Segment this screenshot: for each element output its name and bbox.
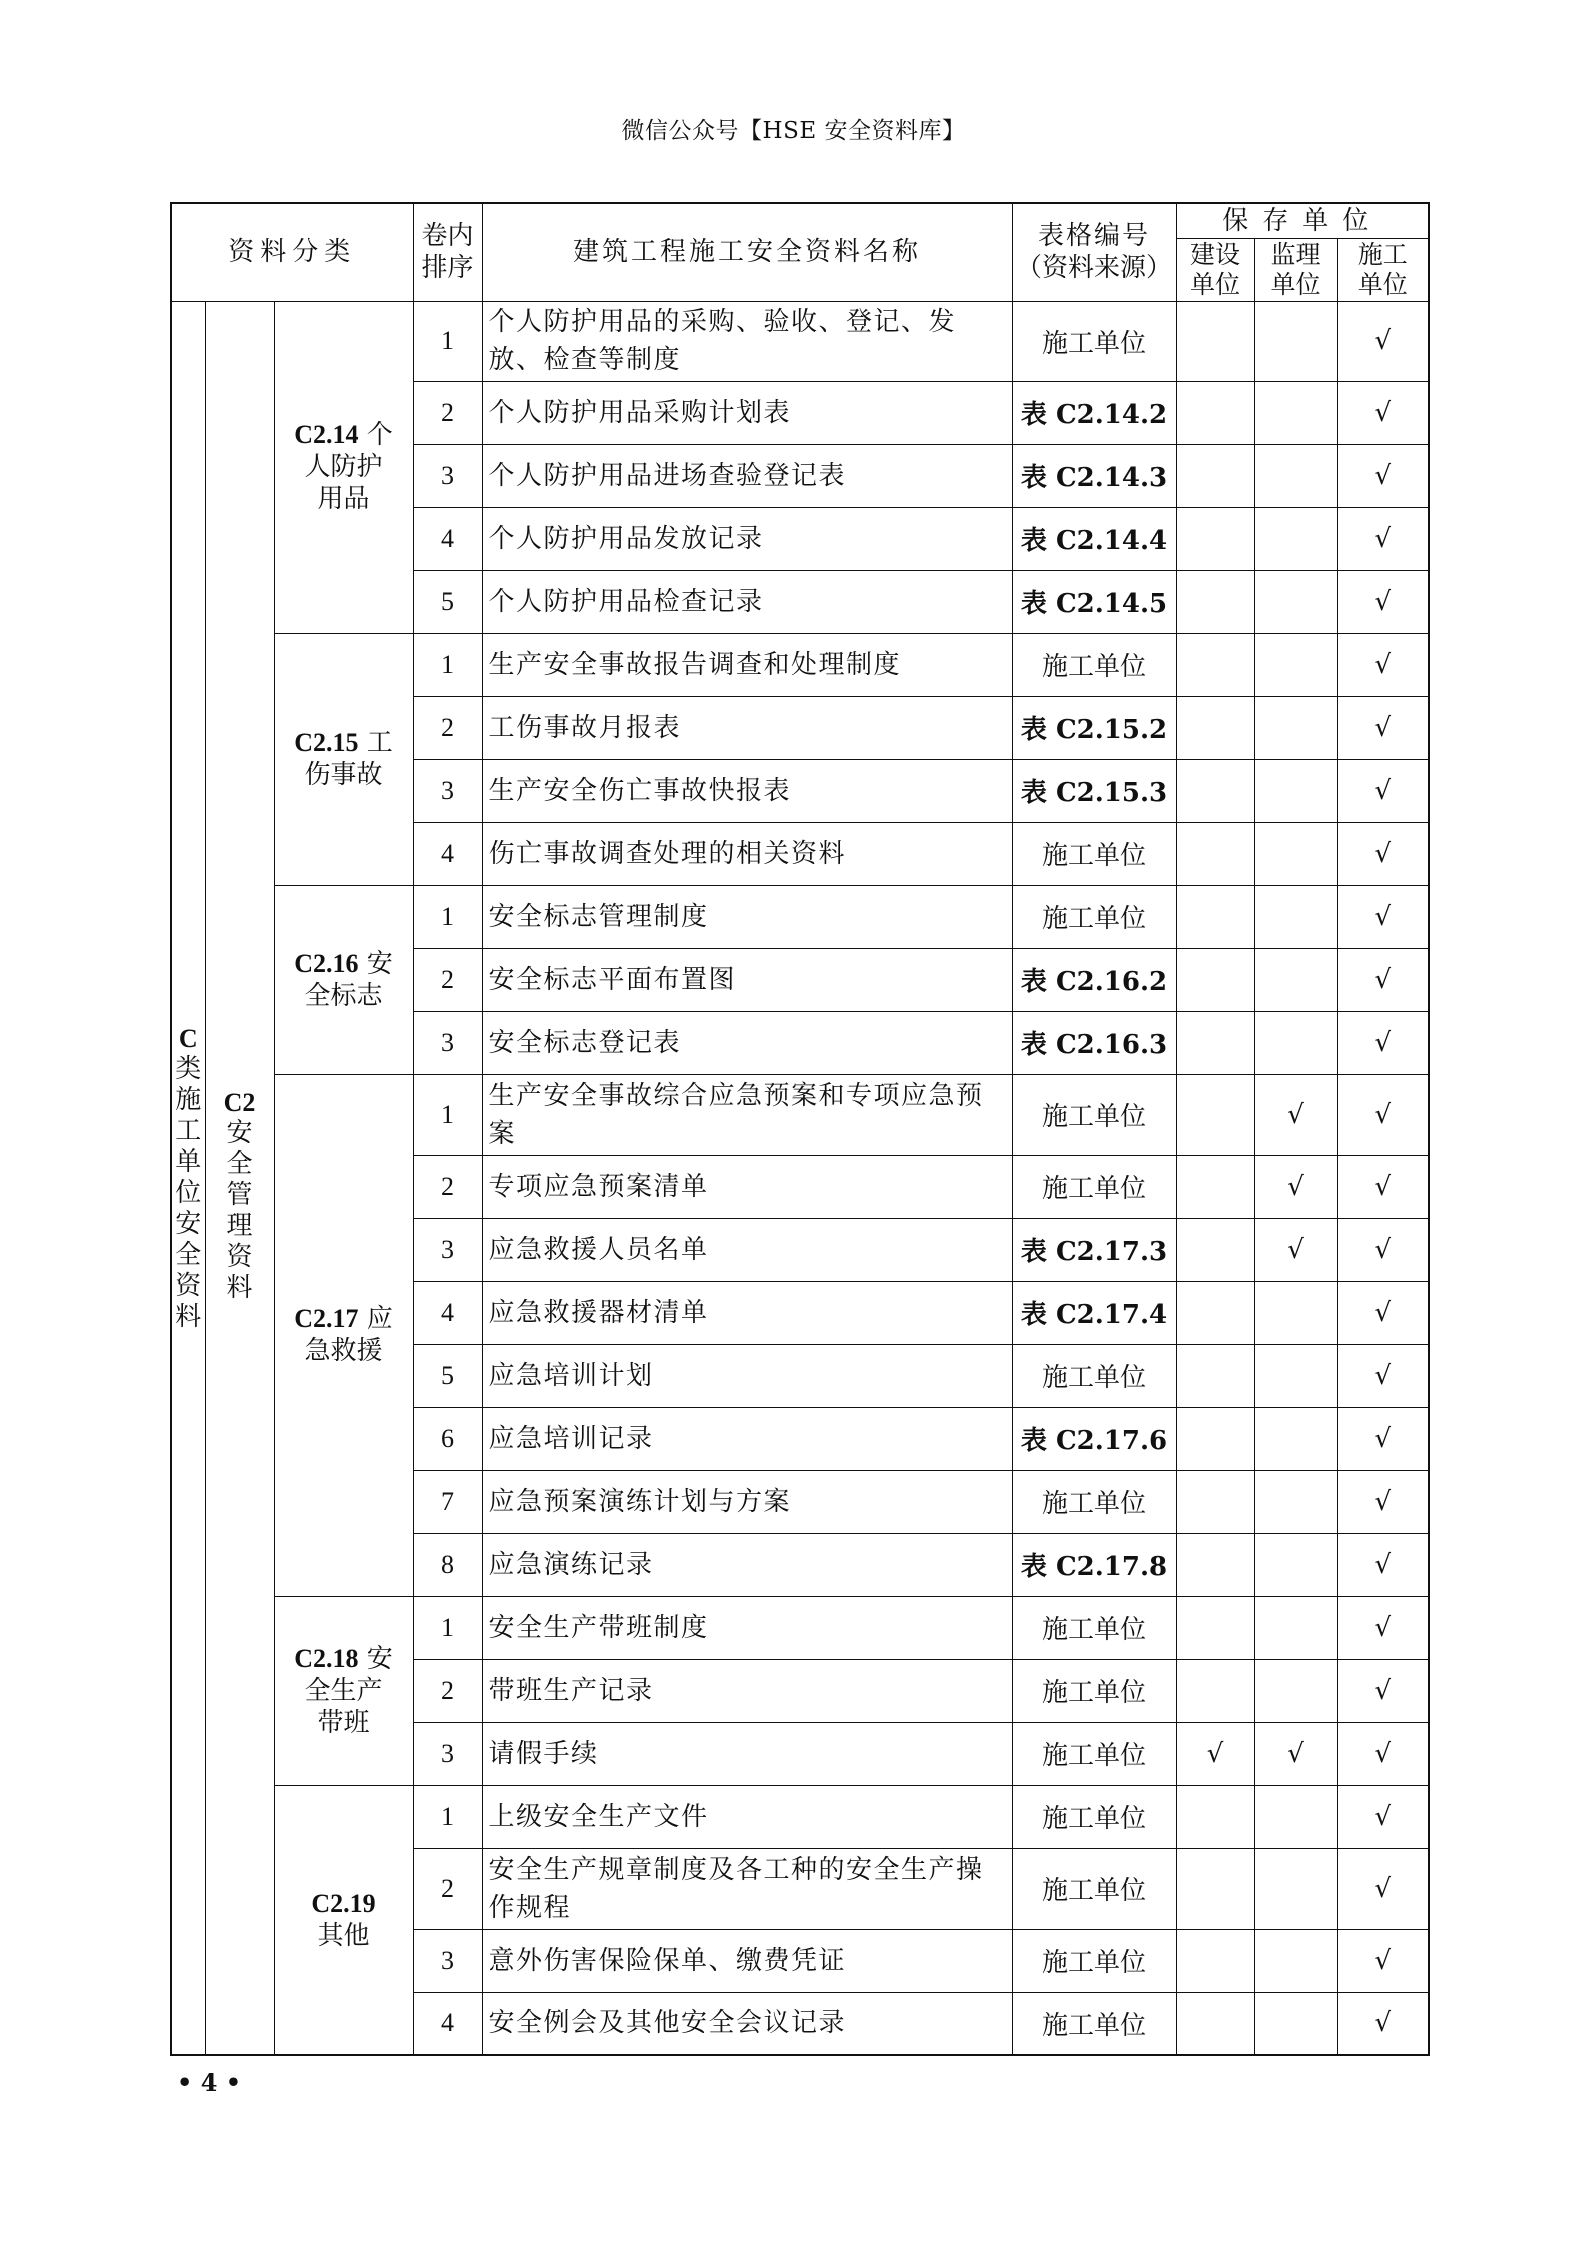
table-row [171, 1596, 1429, 1659]
document-name-cell: 工伤事故月报表 [482, 696, 1012, 759]
document-name-cell: 意外伤害保险保单、缴费凭证 [482, 1929, 1012, 1992]
header-unit-build-line2: 单位 [1189, 269, 1240, 299]
keep-build-unit-cell [1176, 1011, 1254, 1074]
header-unit-construction-line1: 施工 [1357, 239, 1408, 269]
keep-supervision-unit-cell: √ [1254, 1722, 1337, 1785]
keep-build-unit-cell [1176, 822, 1254, 885]
keep-construction-unit-cell: √ [1337, 885, 1429, 948]
outer-category-cell-char: 料 [175, 1301, 202, 1332]
keep-construction-unit-cell: √ [1337, 1011, 1429, 1074]
form-code-cell: 表 C2.14.3 [1012, 444, 1176, 507]
form-code-cell: 表 C2.16.3 [1012, 1011, 1176, 1074]
section-title-cell [274, 301, 413, 633]
keep-supervision-unit-cell [1254, 1785, 1337, 1848]
document-name-cell: 应急救援器材清单 [482, 1281, 1012, 1344]
document-name-cell: 请假手续 [482, 1722, 1012, 1785]
order-cell: 1 [413, 301, 482, 381]
outer-category-cell-char: 单 [175, 1146, 202, 1177]
keep-supervision-unit-cell [1254, 1659, 1337, 1722]
form-code-cell: 施工单位 [1012, 1929, 1176, 1992]
order-cell: 2 [413, 1659, 482, 1722]
outer-category-cell-char: 位 [175, 1177, 202, 1208]
form-code-cell: 施工单位 [1012, 1659, 1176, 1722]
keep-construction-unit-cell: √ [1337, 696, 1429, 759]
sub-category-cell-prefix: C2 [223, 1087, 256, 1117]
keep-build-unit-cell [1176, 1074, 1254, 1155]
keep-build-unit-cell [1176, 1344, 1254, 1407]
order-cell: 1 [413, 1074, 482, 1155]
document-name-cell: 应急救援人员名单 [482, 1218, 1012, 1281]
keep-build-unit-cell [1176, 1533, 1254, 1596]
section-code: C2.15 [294, 728, 359, 757]
safety-document-table [170, 202, 1430, 2056]
form-code-cell: 表 C2.14.2 [1012, 381, 1176, 444]
document-name-cell: 应急培训计划 [482, 1344, 1012, 1407]
header-code-line2: （资料来源） [1015, 253, 1172, 284]
document-name-cell: 安全标志登记表 [482, 1011, 1012, 1074]
keep-construction-unit-cell: √ [1337, 381, 1429, 444]
order-cell: 1 [413, 1596, 482, 1659]
header-unit-build-line1: 建设 [1189, 239, 1240, 269]
section-title-cell [274, 633, 413, 885]
section-title-part1: 工 [358, 728, 393, 758]
keep-construction-unit-cell: √ [1337, 1722, 1429, 1785]
keep-supervision-unit-cell [1254, 696, 1337, 759]
keep-build-unit-cell [1176, 1929, 1254, 1992]
form-code-cell: 施工单位 [1012, 1155, 1176, 1218]
form-code-cell: 表 C2.15.2 [1012, 696, 1176, 759]
section-title-cell [274, 885, 413, 1074]
order-cell: 3 [413, 1929, 482, 1992]
keep-build-unit-cell [1176, 570, 1254, 633]
header-unit-construction [1337, 238, 1429, 301]
order-cell: 3 [413, 759, 482, 822]
outer-category-cell-char: 资 [175, 1270, 202, 1301]
form-code-cell: 表 C2.17.4 [1012, 1281, 1176, 1344]
outer-category-cell-char: 工 [175, 1115, 202, 1146]
order-cell: 4 [413, 1281, 482, 1344]
keep-supervision-unit-cell: √ [1254, 1155, 1337, 1218]
section-title-line2: 伤事故 [304, 760, 383, 790]
section-code: C2.18 [294, 1643, 359, 1673]
order-cell: 2 [413, 1155, 482, 1218]
order-cell: 3 [413, 1218, 482, 1281]
form-code-cell: 施工单位 [1012, 885, 1176, 948]
keep-construction-unit-cell: √ [1337, 507, 1429, 570]
keep-supervision-unit-cell [1254, 948, 1337, 1011]
section-title-cell [274, 1785, 413, 2055]
keep-build-unit-cell [1176, 885, 1254, 948]
document-name-cell: 应急培训记录 [482, 1407, 1012, 1470]
outer-category-cell-char: 类 [175, 1053, 202, 1084]
keep-supervision-unit-cell [1254, 381, 1337, 444]
order-cell: 3 [413, 1722, 482, 1785]
section-code: C2.19 [311, 1888, 376, 1918]
section-title-line2: 急救援 [304, 1336, 383, 1366]
keep-supervision-unit-cell [1254, 507, 1337, 570]
table-body [171, 301, 1429, 2055]
keep-construction-unit-cell: √ [1337, 1407, 1429, 1470]
document-name-cell: 应急演练记录 [482, 1533, 1012, 1596]
keep-construction-unit-cell: √ [1337, 301, 1429, 381]
table-row [171, 633, 1429, 696]
section-code: C2.16 [294, 948, 359, 978]
outer-category-cell-char: 全 [175, 1239, 202, 1270]
section-title-line2: 其他 [317, 1920, 370, 1951]
keep-construction-unit-cell: √ [1337, 1659, 1429, 1722]
header-unit-supervision-line2: 单位 [1270, 269, 1321, 299]
document-name-cell: 个人防护用品发放记录 [482, 507, 1012, 570]
document-name-cell: 应急预案演练计划与方案 [482, 1470, 1012, 1533]
outer-category-cell-prefix: C [178, 1023, 198, 1053]
keep-construction-unit-cell: √ [1337, 1470, 1429, 1533]
keep-build-unit-cell [1176, 1407, 1254, 1470]
keep-build-unit-cell [1176, 1470, 1254, 1533]
keep-build-unit-cell [1176, 1596, 1254, 1659]
table-row [171, 301, 1429, 381]
form-code-cell: 施工单位 [1012, 822, 1176, 885]
order-cell: 5 [413, 570, 482, 633]
header-order-line1: 卷内 [421, 221, 474, 252]
keep-supervision-unit-cell [1254, 1929, 1337, 1992]
keep-construction-unit-cell: √ [1337, 1155, 1429, 1218]
keep-construction-unit-cell: √ [1337, 1992, 1429, 2055]
sub-category-cell-char: 安 [226, 1117, 253, 1148]
form-code-cell: 表 C2.16.2 [1012, 948, 1176, 1011]
keep-build-unit-cell [1176, 507, 1254, 570]
keep-build-unit-cell [1176, 1155, 1254, 1218]
section-title-line2: 全生产 [304, 1675, 383, 1706]
header-unit-build [1176, 238, 1254, 301]
order-cell: 3 [413, 1011, 482, 1074]
form-code-cell: 施工单位 [1012, 1848, 1176, 1929]
section-title-part1: 安 [358, 948, 393, 979]
keep-build-unit-cell [1176, 633, 1254, 696]
section-title-line2: 全标志 [304, 980, 383, 1011]
keep-supervision-unit-cell [1254, 1848, 1337, 1929]
form-code-cell: 施工单位 [1012, 1992, 1176, 2055]
document-name-cell: 安全生产规章制度及各工种的安全生产操作规程 [482, 1848, 1012, 1929]
keep-supervision-unit-cell [1254, 570, 1337, 633]
section-title-part1: 应 [358, 1304, 393, 1334]
section-title-line1 [275, 948, 413, 980]
table-row [171, 1785, 1429, 1848]
form-code-cell: 施工单位 [1012, 1722, 1176, 1785]
keep-construction-unit-cell: √ [1337, 1929, 1429, 1992]
keep-construction-unit-cell: √ [1337, 1533, 1429, 1596]
keep-supervision-unit-cell: √ [1254, 1074, 1337, 1155]
form-code-cell: 表 C2.14.4 [1012, 507, 1176, 570]
keep-build-unit-cell [1176, 444, 1254, 507]
keep-supervision-unit-cell: √ [1254, 1218, 1337, 1281]
document-name-cell: 生产安全事故报告调查和处理制度 [482, 633, 1012, 696]
keep-build-unit-cell [1176, 759, 1254, 822]
document-name-cell: 个人防护用品进场查验登记表 [482, 444, 1012, 507]
order-cell: 4 [413, 822, 482, 885]
outer-category-cell-char: 安 [175, 1208, 202, 1239]
section-code: C2.14 [294, 420, 359, 449]
keep-supervision-unit-cell [1254, 1344, 1337, 1407]
keep-supervision-unit-cell [1254, 301, 1337, 381]
order-cell: 2 [413, 948, 482, 1011]
section-title-line3: 用品 [317, 484, 370, 514]
order-cell: 8 [413, 1533, 482, 1596]
keep-supervision-unit-cell [1254, 444, 1337, 507]
form-code-cell: 施工单位 [1012, 1344, 1176, 1407]
sub-category-cell-char: 理 [226, 1210, 253, 1241]
keep-supervision-unit-cell [1254, 1992, 1337, 2055]
keep-build-unit-cell [1176, 1659, 1254, 1722]
sub-category-cell [205, 301, 274, 2055]
section-title-cell [274, 1074, 413, 1596]
order-cell: 4 [413, 1992, 482, 2055]
form-code-cell: 施工单位 [1012, 1074, 1176, 1155]
form-code-cell: 施工单位 [1012, 1785, 1176, 1848]
keep-construction-unit-cell: √ [1337, 1218, 1429, 1281]
document-name-cell: 生产安全事故综合应急预案和专项应急预案 [482, 1074, 1012, 1155]
header-order [413, 203, 482, 301]
keep-construction-unit-cell: √ [1337, 633, 1429, 696]
keep-supervision-unit-cell [1254, 1281, 1337, 1344]
order-cell: 2 [413, 1848, 482, 1929]
keep-construction-unit-cell: √ [1337, 1785, 1429, 1848]
header-name: 建筑工程施工安全资料名称 [482, 203, 1012, 301]
section-title-line1 [275, 419, 413, 451]
keep-build-unit-cell [1176, 381, 1254, 444]
keep-build-unit-cell [1176, 1848, 1254, 1929]
keep-construction-unit-cell: √ [1337, 570, 1429, 633]
header-code [1012, 203, 1176, 301]
document-name-cell: 安全标志平面布置图 [482, 948, 1012, 1011]
keep-construction-unit-cell: √ [1337, 948, 1429, 1011]
keep-construction-unit-cell: √ [1337, 759, 1429, 822]
order-cell: 2 [413, 381, 482, 444]
keep-build-unit-cell: √ [1176, 1722, 1254, 1785]
keep-supervision-unit-cell [1254, 633, 1337, 696]
section-title-line2: 人防护 [304, 452, 383, 482]
keep-build-unit-cell [1176, 1281, 1254, 1344]
document-name-cell: 带班生产记录 [482, 1659, 1012, 1722]
order-cell: 7 [413, 1470, 482, 1533]
form-code-cell: 表 C2.17.8 [1012, 1533, 1176, 1596]
keep-supervision-unit-cell [1254, 1596, 1337, 1659]
keep-supervision-unit-cell [1254, 1470, 1337, 1533]
keep-supervision-unit-cell [1254, 1533, 1337, 1596]
keep-build-unit-cell [1176, 1218, 1254, 1281]
order-cell: 1 [413, 1785, 482, 1848]
form-code-cell: 施工单位 [1012, 1470, 1176, 1533]
section-title-line3: 带班 [317, 1707, 370, 1738]
section-title-line1 [275, 727, 413, 759]
order-cell: 1 [413, 633, 482, 696]
form-code-cell: 表 C2.17.6 [1012, 1407, 1176, 1470]
page-header: 微信公众号【HSE 安全资料库】 [621, 118, 966, 144]
keep-construction-unit-cell: √ [1337, 822, 1429, 885]
keep-construction-unit-cell: √ [1337, 1344, 1429, 1407]
keep-construction-unit-cell: √ [1337, 1596, 1429, 1659]
header-category: 资料分类 [171, 203, 413, 301]
order-cell: 3 [413, 444, 482, 507]
document-name-cell: 伤亡事故调查处理的相关资料 [482, 822, 1012, 885]
form-code-cell: 施工单位 [1012, 633, 1176, 696]
keep-construction-unit-cell: √ [1337, 1281, 1429, 1344]
keep-build-unit-cell [1176, 696, 1254, 759]
document-name-cell: 上级安全生产文件 [482, 1785, 1012, 1848]
keep-build-unit-cell [1176, 948, 1254, 1011]
form-code-cell: 施工单位 [1012, 301, 1176, 381]
keep-construction-unit-cell: √ [1337, 444, 1429, 507]
document-name-cell: 个人防护用品检查记录 [482, 570, 1012, 633]
order-cell: 2 [413, 696, 482, 759]
sub-category-cell-char: 管 [226, 1179, 253, 1210]
section-code: C2.17 [294, 1304, 359, 1333]
section-title-part1: 个 [358, 420, 393, 450]
order-cell: 5 [413, 1344, 482, 1407]
header-order-line2: 排序 [421, 253, 474, 284]
sub-category-cell-char: 资 [226, 1241, 253, 1272]
form-code-cell: 表 C2.14.5 [1012, 570, 1176, 633]
document-name-cell: 安全标志管理制度 [482, 885, 1012, 948]
keep-build-unit-cell [1176, 1785, 1254, 1848]
table-row [171, 885, 1429, 948]
document-name-cell: 安全例会及其他安全会议记录 [482, 1992, 1012, 2055]
order-cell: 4 [413, 507, 482, 570]
document-name-cell: 专项应急预案清单 [482, 1155, 1012, 1218]
keep-supervision-unit-cell [1254, 822, 1337, 885]
header-unit-construction-line2: 单位 [1357, 269, 1408, 299]
sub-category-cell-char: 全 [226, 1148, 253, 1179]
keep-supervision-unit-cell [1254, 1407, 1337, 1470]
keep-construction-unit-cell: √ [1337, 1848, 1429, 1929]
document-name-cell: 个人防护用品的采购、验收、登记、发放、检查等制度 [482, 301, 1012, 381]
keep-supervision-unit-cell [1254, 1011, 1337, 1074]
section-title-part1: 安 [358, 1643, 393, 1674]
outer-category-cell [171, 301, 205, 2055]
section-title-cell [274, 1596, 413, 1785]
order-cell: 6 [413, 1407, 482, 1470]
keep-construction-unit-cell: √ [1337, 1074, 1429, 1155]
document-name-cell: 安全生产带班制度 [482, 1596, 1012, 1659]
header-unit-supervision-line1: 监理 [1270, 239, 1321, 269]
keep-supervision-unit-cell [1254, 885, 1337, 948]
header-code-line1: 表格编号 [1037, 221, 1150, 252]
sub-category-cell-char: 料 [226, 1272, 253, 1303]
section-title-line1 [275, 1643, 413, 1675]
table-row [171, 1074, 1429, 1155]
order-cell: 1 [413, 885, 482, 948]
page-number: • 4 • [177, 2068, 242, 2097]
section-title-line1 [275, 1303, 413, 1335]
outer-category-cell-char: 施 [175, 1084, 202, 1115]
form-code-cell: 表 C2.15.3 [1012, 759, 1176, 822]
header-unit-supervision [1254, 238, 1337, 301]
form-code-cell: 施工单位 [1012, 1596, 1176, 1659]
keep-build-unit-cell [1176, 1992, 1254, 2055]
header-keep-unit: 保存单位 [1176, 203, 1429, 238]
section-title-line1 [275, 1888, 413, 1920]
document-name-cell: 生产安全伤亡事故快报表 [482, 759, 1012, 822]
form-code-cell: 表 C2.17.3 [1012, 1218, 1176, 1281]
document-name-cell: 个人防护用品采购计划表 [482, 381, 1012, 444]
keep-build-unit-cell [1176, 301, 1254, 381]
keep-supervision-unit-cell [1254, 759, 1337, 822]
